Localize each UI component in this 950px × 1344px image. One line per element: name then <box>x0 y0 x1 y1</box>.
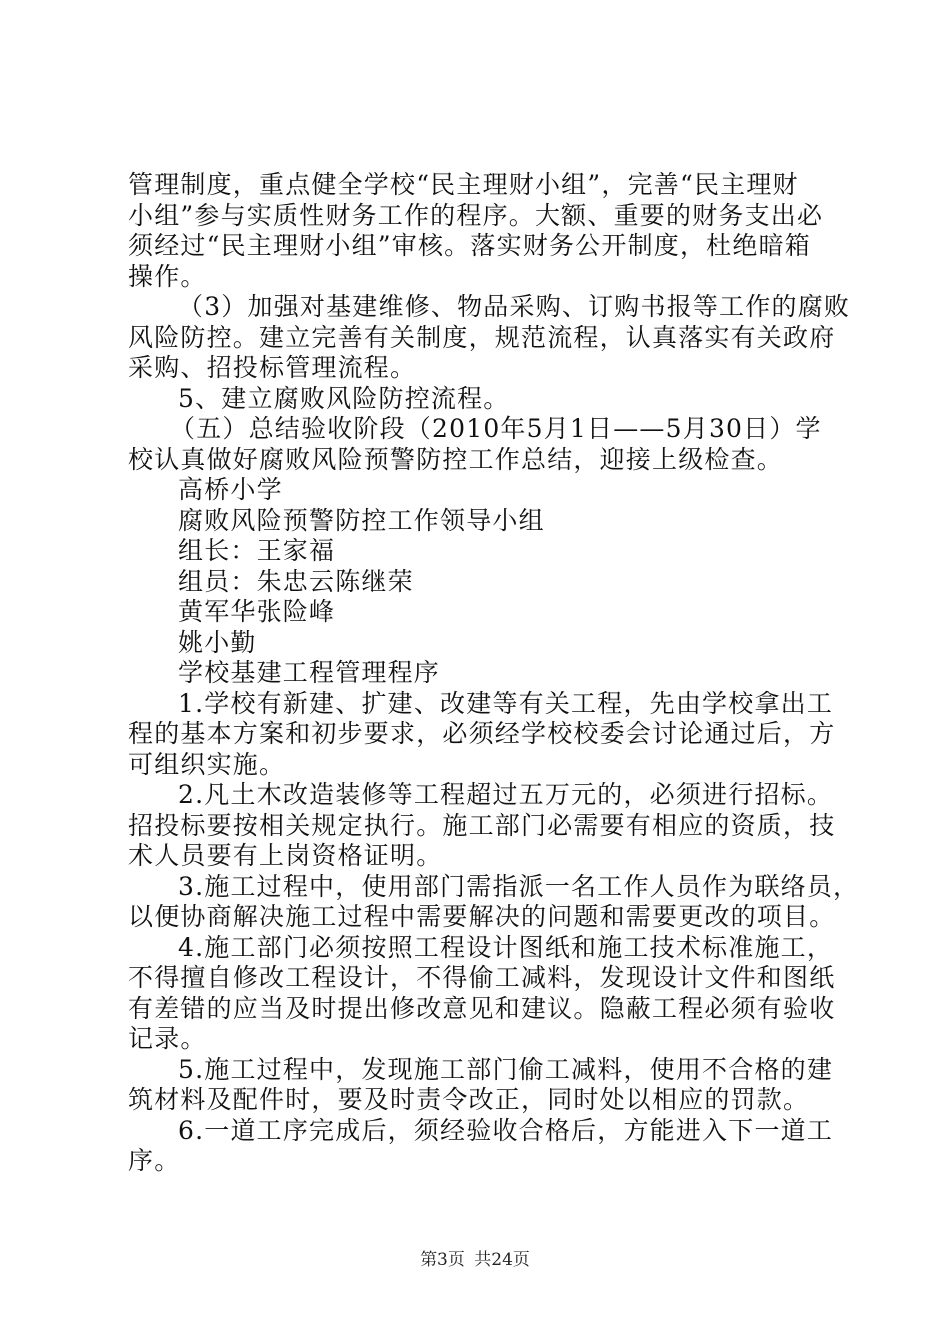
text-line: 可组织实施。 <box>128 749 286 779</box>
text-line: 小组”参与实质性财务工作的程序。大额、重要的财务支出必 <box>128 200 824 230</box>
text-line: 2.凡土木改造装修等工程超过五万元的，必须进行招标。 <box>178 780 834 809</box>
text-line: 组长：王家福 <box>178 536 336 565</box>
text-line: 术人员要有上岗资格证明。 <box>128 841 443 870</box>
text-line: 5、建立腐败风险防控流程。 <box>178 383 510 413</box>
text-line: 高桥小学 <box>178 475 283 504</box>
text-line: 风险防控。建立完善有关制度，规范流程，认真落实有关政府 <box>128 322 836 352</box>
text-line: 记录。 <box>128 1024 207 1053</box>
text-line: （五）总结验收阶段（2010年5月1日——5月30日）学 <box>170 414 822 443</box>
text-line: 校认真做好腐败风险预警防控工作总结，迎接上级检查。 <box>128 444 784 474</box>
document-body <box>128 170 860 1177</box>
text-line: 以便协商解决施工过程中需要解决的问题和需要更改的项目。 <box>128 902 836 931</box>
text-line: 管理制度，重点健全学校“民主理财小组”，完善“民主理财 <box>128 170 799 199</box>
text-line: 5.施工过程中，发现施工部门偷工减料，使用不合格的建 <box>178 1054 834 1084</box>
text-line: （3）加强对基建维修、物品采购、订购书报等工作的腐败 <box>178 292 851 321</box>
text-line: 6.一道工序完成后，须经验收合格后，方能进入下一道工 <box>178 1115 834 1145</box>
text-line: 组员：朱忠云陈继荣 <box>178 566 414 596</box>
text-line: 不得擅自修改工程设计，不得偷工减料，发现设计文件和图纸 <box>128 963 836 992</box>
page-footer <box>0 1245 950 1270</box>
text-line: 操作。 <box>128 261 207 291</box>
page-total: 共24页 <box>474 1250 530 1270</box>
text-line: 有差错的应当及时提出修改意见和建议。隐蔽工程必须有验收 <box>128 993 836 1023</box>
text-line: 须经过“民主理财小组”审核。落实财务公开制度，杜绝暗箱 <box>128 231 811 260</box>
text-line: 3.施工过程中，使用部门需指派一名工作人员作为联络员， <box>178 871 860 901</box>
text-line: 招投标要按相关规定执行。施工部门必需要有相应的资质，技 <box>128 810 836 840</box>
text-line: 姚小勤 <box>178 627 257 657</box>
text-line: 4.施工部门必须按照工程设计图纸和施工技术标准施工， <box>178 932 834 962</box>
text-line: 筑材料及配件时，要及时责令改正，同时处以相应的罚款。 <box>128 1085 810 1114</box>
text-line: 腐败风险预警防控工作领导小组 <box>178 505 545 535</box>
text-line: 程的基本方案和初步要求，必须经学校校委会讨论通过后，方 <box>128 719 836 748</box>
text-line: 黄军华张险峰 <box>178 597 336 626</box>
page-number: 第3页 <box>420 1250 465 1270</box>
text-line: 1.学校有新建、扩建、改建等有关工程，先由学校拿出工 <box>178 688 834 718</box>
text-line: 采购、招投标管理流程。 <box>128 353 417 382</box>
section-heading: 学校基建工程管理程序 <box>178 658 441 687</box>
text-line: 序。 <box>128 1146 181 1175</box>
